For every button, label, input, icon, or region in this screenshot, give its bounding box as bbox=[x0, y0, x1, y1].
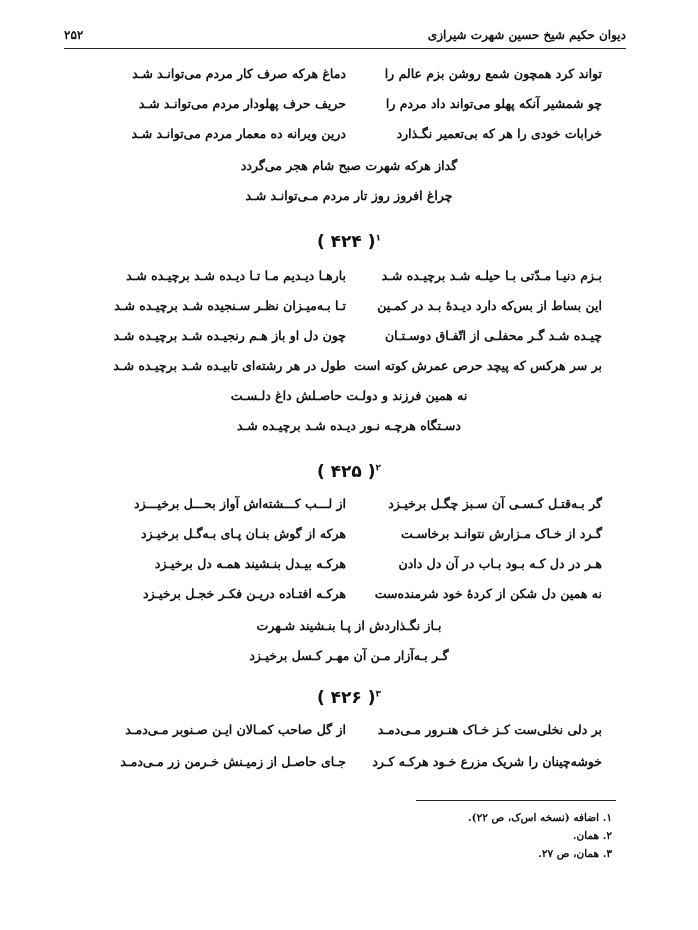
closing-hemistich: دسـتگاه هرچـه نـور دیـده شـد برچیـده شـد bbox=[237, 418, 461, 433]
closing-hemistich: چراغ افروز روز تار مردم مـی‌توانـد شـد bbox=[245, 188, 453, 203]
closing-hemistich: بـاز نگـذاردش از پـا بنـشیند شـهرت bbox=[256, 618, 442, 633]
hemistich-left: هرکه از گوش بنـان پـای بـه‌گـل برخیـزد bbox=[141, 526, 346, 541]
hemistich-right: هـر در دل کـه بـود بـاب در آن دل دادن bbox=[398, 556, 602, 571]
footnote-separator bbox=[416, 800, 616, 801]
hemistich-left: دماغ هرکه صرف کار مردم می‌توانـد شـد bbox=[132, 66, 346, 81]
footnote-ref: ۲ bbox=[375, 463, 382, 474]
running-header bbox=[64, 26, 626, 49]
page-number: ۲۵۲ bbox=[64, 28, 84, 42]
hemistich-left: تـا بـه‌میـزان نظـر سـنجیده شـد برچیـده شـد bbox=[114, 298, 346, 313]
footnote-ref: ۱ bbox=[375, 233, 382, 244]
hemistich-right: خرابات خودی را هر که بی‌تعمیر نگـذارد bbox=[396, 126, 602, 141]
hemistich-right: خوشه‌چینان را شریک مزرع خـود هرکـه کـرد bbox=[372, 754, 602, 769]
poem-number bbox=[0, 462, 698, 482]
hemistich-right: بـزم دنیـا مـدّتی بـا حیلـه شـد برچیـده شـد bbox=[381, 268, 602, 283]
footnote-ref: ۳ bbox=[375, 689, 382, 700]
footnote: ۳. همان، ص ۲۷. bbox=[538, 848, 612, 860]
footnote: ۲. همان. bbox=[572, 830, 612, 842]
footnote: ۱. اضافه (نسخه اس‌ک، ص ۲۲). bbox=[467, 812, 612, 824]
hemistich-right: بر سر هرکس که پیچد حرص عمرش کوته است bbox=[354, 358, 602, 373]
closing-hemistich: گداز هرکه شهرت صبح شام هجر می‌گردد bbox=[240, 158, 458, 173]
hemistich-left: چون دل او باز هـم رنجیـده شـد برچیـده شـد bbox=[113, 328, 346, 343]
hemistich-left: از گل صاحب کمـالان ایـن صـنوبر مـی‌دمـد bbox=[125, 722, 346, 737]
hemistich-right: این بساط از بس‌که دارد دیـدهٔ بـد در کمـین bbox=[377, 298, 602, 313]
hemistich-left: از لـــب کـــشته‌اش آواز بحـــل برخیـــزد bbox=[134, 496, 346, 511]
book-title: دیوان حکیم شیخ حسین شهرت شیرازی bbox=[427, 28, 626, 42]
hemistich-right: چو شمشیر آنکه پهلو می‌تواند داد مردم را bbox=[385, 96, 602, 111]
hemistich-left: طول در هر رشته‌ای تابیـده شـد برچیـده شـد bbox=[113, 358, 346, 373]
closing-hemistich: نه همین فرزند و دولـت حاصـلش داغ دلـسـت bbox=[230, 388, 468, 403]
poem-number-text: ( ۴۲۶ ) bbox=[316, 688, 376, 708]
hemistich-left: درین ویرانه ده معمار مردم می‌توانـد شـد bbox=[131, 126, 346, 141]
poem-number-text: ( ۴۲۵ ) bbox=[316, 462, 376, 482]
hemistich-right: چیـده شـد گـر محفلـی از اتّفـاق دوسـتـان bbox=[384, 328, 602, 343]
hemistich-right: تواند کرد همچون شمع روشن بزم عالم را bbox=[384, 66, 602, 81]
hemistich-right: نه همین دل شکن از کردهٔ خود شرمنده‌ست bbox=[374, 586, 602, 601]
poem-number bbox=[0, 688, 698, 708]
poem-number bbox=[0, 232, 698, 252]
hemistich-left: بارهـا دیـدیم مـا تـا دیـده شـد برچیـده شـد bbox=[126, 268, 346, 283]
hemistich-right: گر بـه‌قتـل کـسـی آن سـبز چگـل برخیـزد bbox=[388, 496, 602, 511]
closing-hemistich: گـر بـه‌آزار مـن آن مهـر کـسل برخیـزد bbox=[249, 648, 449, 663]
poem-number-text: ( ۴۲۴ ) bbox=[316, 232, 376, 252]
hemistich-right: بر دلی نخلی‌ست کـز خـاک هنـرور مـی‌دمـد bbox=[377, 722, 602, 737]
hemistich-left: هرکـه افتـاده دریـن فکـر خجـل برخیـزد bbox=[143, 586, 346, 601]
hemistich-left: حریف حرف پهلودار مردم می‌توانـد شـد bbox=[138, 96, 346, 111]
hemistich-left: هرکـه بیـدل بنـشیند همـه دل برخیـزد bbox=[154, 556, 346, 571]
hemistich-left: جـای حاصـل از زمیـنش خـرمن زر مـی‌دمـد bbox=[120, 754, 346, 769]
hemistich-right: گـرد از خـاک مـزارش نتوانـد برخاسـت bbox=[401, 526, 602, 541]
